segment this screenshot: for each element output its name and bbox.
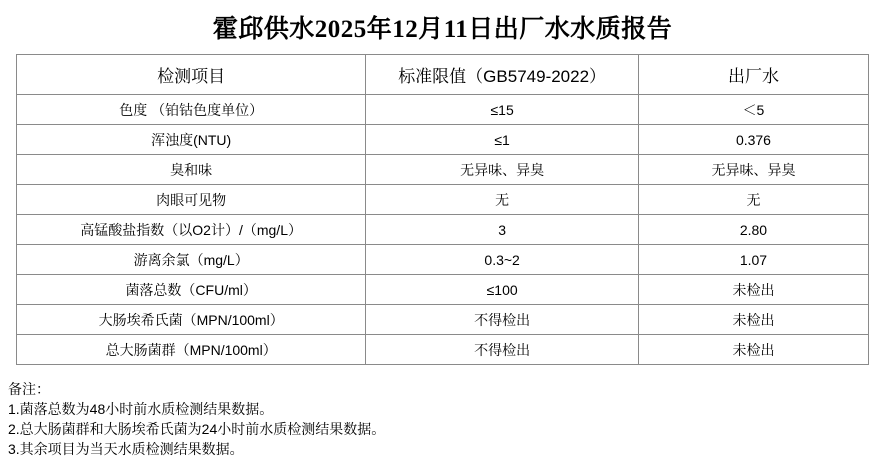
- cell-limit: 不得检出: [366, 305, 639, 335]
- cell-value: 未检出: [638, 335, 868, 365]
- table-row: [17, 335, 869, 365]
- cell-item: 游离余氯（mg/L）: [17, 245, 366, 275]
- column-header-outlet-water: 出厂水: [638, 55, 868, 95]
- table-row: [17, 305, 869, 335]
- cell-limit: 无异味、异臭: [366, 155, 639, 185]
- cell-item: 大肠埃希氏菌（MPN/100ml）: [17, 305, 366, 335]
- cell-value: 2.80: [638, 215, 868, 245]
- cell-limit: ≤15: [366, 95, 639, 125]
- cell-value: 未检出: [638, 305, 868, 335]
- cell-item: 肉眼可见物: [17, 185, 366, 215]
- cell-value: 0.376: [638, 125, 868, 155]
- table-row: [17, 245, 869, 275]
- notes-section: [0, 365, 885, 459]
- cell-limit: 0.3~2: [366, 245, 639, 275]
- table-row: [17, 185, 869, 215]
- table-row: [17, 95, 869, 125]
- table-row: [17, 155, 869, 185]
- cell-value: 未检出: [638, 275, 868, 305]
- table-header-row: [17, 55, 869, 95]
- cell-item: 臭和味: [17, 155, 366, 185]
- cell-item: 菌落总数（CFU/ml）: [17, 275, 366, 305]
- cell-limit: 无: [366, 185, 639, 215]
- table-row: [17, 275, 869, 305]
- cell-value: 1.07: [638, 245, 868, 275]
- cell-item: 浑浊度(NTU): [17, 125, 366, 155]
- notes-label: 备注：: [8, 381, 50, 397]
- cell-value: 无异味、异臭: [638, 155, 868, 185]
- table-body: [17, 95, 869, 365]
- cell-value: ＜5: [638, 95, 868, 125]
- cell-item: 总大肠菌群（MPN/100ml）: [17, 335, 366, 365]
- cell-limit: 3: [366, 215, 639, 245]
- cell-item: 高锰酸盐指数（以O2计）/（mg/L）: [17, 215, 366, 245]
- column-header-standard-limit: 标准限值（GB5749-2022）: [366, 55, 639, 95]
- note-line-3: 3.其余项目为当天水质检测结果数据。: [8, 441, 244, 457]
- table-header: [17, 55, 869, 95]
- cell-limit: ≤100: [366, 275, 639, 305]
- cell-value: 无: [638, 185, 868, 215]
- table-row: [17, 125, 869, 155]
- cell-item: 色度 （铂钴色度单位）: [17, 95, 366, 125]
- page-title: 霍邱供水2025年12月11日出厂水水质报告: [212, 16, 673, 43]
- note-line-2: 2.总大肠菌群和大肠埃希氏菌为24小时前水质检测结果数据。: [8, 421, 386, 437]
- cell-limit: 不得检出: [366, 335, 639, 365]
- table-row: [17, 215, 869, 245]
- cell-limit: ≤1: [366, 125, 639, 155]
- column-header-item: 检测项目: [17, 55, 366, 95]
- note-line-1: 1.菌落总数为48小时前水质检测结果数据。: [8, 401, 274, 417]
- water-quality-table: [16, 54, 869, 365]
